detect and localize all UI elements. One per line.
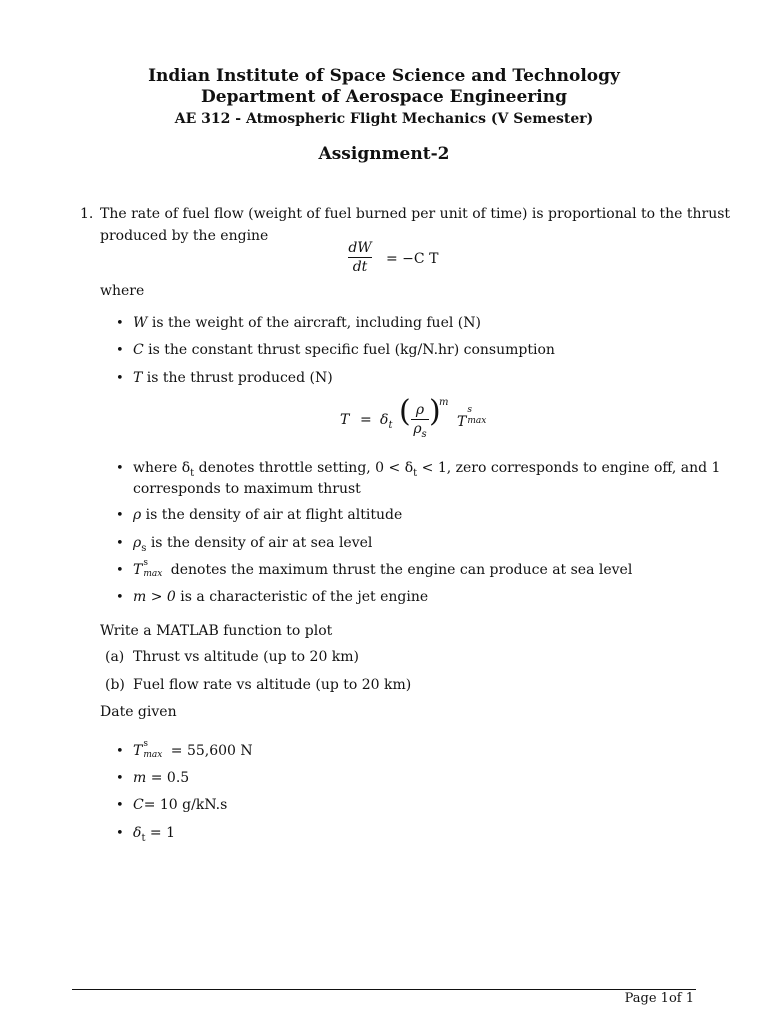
part-b-label: (b) — [105, 677, 125, 693]
given-m — [133, 767, 189, 789]
bullet-max-thrust — [133, 559, 632, 581]
tmax-sub: max — [467, 416, 487, 426]
bullet-weight — [133, 312, 481, 334]
bullet-tsfc — [133, 339, 555, 361]
part-a-text: Thrust vs altitude (up to 20 km) — [133, 649, 360, 665]
footer-divider — [72, 989, 696, 990]
bullet-icon: • — [116, 461, 124, 476]
sym: C — [133, 797, 144, 813]
eq2-num: ρ — [415, 402, 425, 418]
bullet-density — [133, 504, 402, 526]
given-text: = 55,600 N — [166, 743, 253, 759]
bullet-text: is the density of air at flight altitude — [141, 507, 403, 523]
institute-name: Indian Institute of Space Science and Technology — [148, 66, 620, 86]
tmax-sup: s — [467, 405, 472, 415]
question-intro-line2: produced by the engine — [100, 228, 269, 244]
bullet-icon: • — [116, 343, 124, 358]
eq2-equals: = — [360, 412, 372, 428]
s2: t — [413, 467, 418, 479]
bullet-icon: • — [116, 771, 124, 786]
part-b-text: Fuel flow rate vs altitude (up to 20 km) — [133, 677, 412, 693]
bullet-icon: • — [116, 508, 124, 523]
eq2-density-fraction — [411, 402, 429, 440]
given-text: = 10 g/kN.s — [143, 797, 228, 813]
sup: s — [143, 739, 148, 749]
den-sub: s — [421, 428, 427, 440]
question-number: 1. — [80, 206, 94, 222]
t3: < 1, zero corresponds to engine off, and 1 — [417, 460, 721, 476]
t2: denotes throttle setting, 0 < δ — [194, 460, 414, 476]
given-text: = 0.5 — [146, 770, 190, 786]
given-delta — [133, 822, 175, 850]
sub: max — [143, 750, 163, 760]
eq2-tmax — [457, 405, 492, 430]
left-paren: ( — [399, 394, 411, 429]
sub: t — [141, 832, 146, 844]
bullet-icon: • — [116, 590, 124, 605]
course-title: AE 312 - Atmospheric Flight Mechanics (V Semester) — [174, 111, 594, 127]
bullet-text: denotes the maximum thrust the engine can produce at sea level — [166, 562, 633, 578]
equation-fuel-flow-fraction — [348, 240, 372, 275]
bullet-thrust — [133, 367, 333, 389]
given-label: Date given — [100, 704, 177, 720]
given-tmax — [133, 740, 253, 762]
bullet-text: is a characteristic of the jet engine — [175, 589, 429, 605]
eq2-den — [411, 421, 429, 440]
bullet-text: is the weight of the aircraft, including fuel (N) — [147, 315, 481, 331]
task-text: Write a MATLAB function to plot — [100, 623, 333, 639]
bullet-text: is the constant thrust specific fuel (kg/N.hr) consumption — [143, 342, 555, 358]
question-intro-line1: The rate of fuel flow (weight of fuel burned per unit of time) is proportional to the thrust — [100, 206, 731, 222]
bullet-icon: • — [116, 536, 124, 551]
bullet-icon: • — [116, 563, 124, 578]
right-paren: ) — [429, 394, 441, 429]
den-sym: ρ — [413, 421, 422, 437]
bullet-throttle-line2: corresponds to maximum thrust — [133, 481, 361, 497]
bullet-sea-level-density — [133, 532, 372, 560]
s1: t — [190, 467, 195, 479]
delta-sub: t — [388, 419, 393, 431]
assignment-title: Assignment-2 — [318, 144, 450, 164]
department-name: Department of Aerospace Engineering — [201, 87, 567, 107]
eq1-rhs — [386, 251, 438, 267]
sym: ρ — [133, 507, 142, 523]
sym: ρ — [133, 535, 142, 551]
bullet-icon: • — [116, 371, 124, 386]
sub: max — [143, 569, 163, 579]
sym: m — [133, 770, 147, 786]
bullet-icon: • — [116, 826, 124, 841]
bullet-engine-characteristic — [133, 586, 428, 608]
sym: T — [133, 743, 143, 759]
sub: s — [141, 542, 147, 554]
eq2-delta — [380, 412, 392, 431]
eq2-exponent: m — [439, 397, 449, 408]
sym: T — [133, 562, 143, 578]
sym: T — [133, 370, 143, 386]
bullet-text: is the thrust produced (N) — [142, 370, 333, 386]
eq1-numerator: dW — [348, 240, 372, 256]
tmax-sym: T — [457, 414, 467, 430]
t1: where δ — [133, 460, 191, 476]
delta-sym: δ — [380, 412, 389, 428]
bullet-icon: • — [116, 744, 124, 759]
sym: C — [133, 342, 144, 358]
bullet-text: is the density of air at sea level — [146, 535, 373, 551]
given-c — [133, 794, 227, 816]
part-a-label: (a) — [105, 649, 125, 665]
where-label: where — [100, 283, 145, 299]
page-number: Page 1of 1 — [624, 991, 694, 1006]
eq1-rhs-text: = −C T — [386, 251, 439, 267]
eq1-denominator: dt — [352, 259, 368, 275]
sym: δ — [133, 825, 142, 841]
bullet-icon: • — [116, 316, 124, 331]
sym: m > 0 — [133, 589, 176, 605]
eq2-lhs: T — [340, 412, 350, 428]
given-text: = 1 — [145, 825, 176, 841]
sym: W — [133, 315, 148, 331]
sup: s — [143, 558, 148, 568]
bullet-icon: • — [116, 798, 124, 813]
